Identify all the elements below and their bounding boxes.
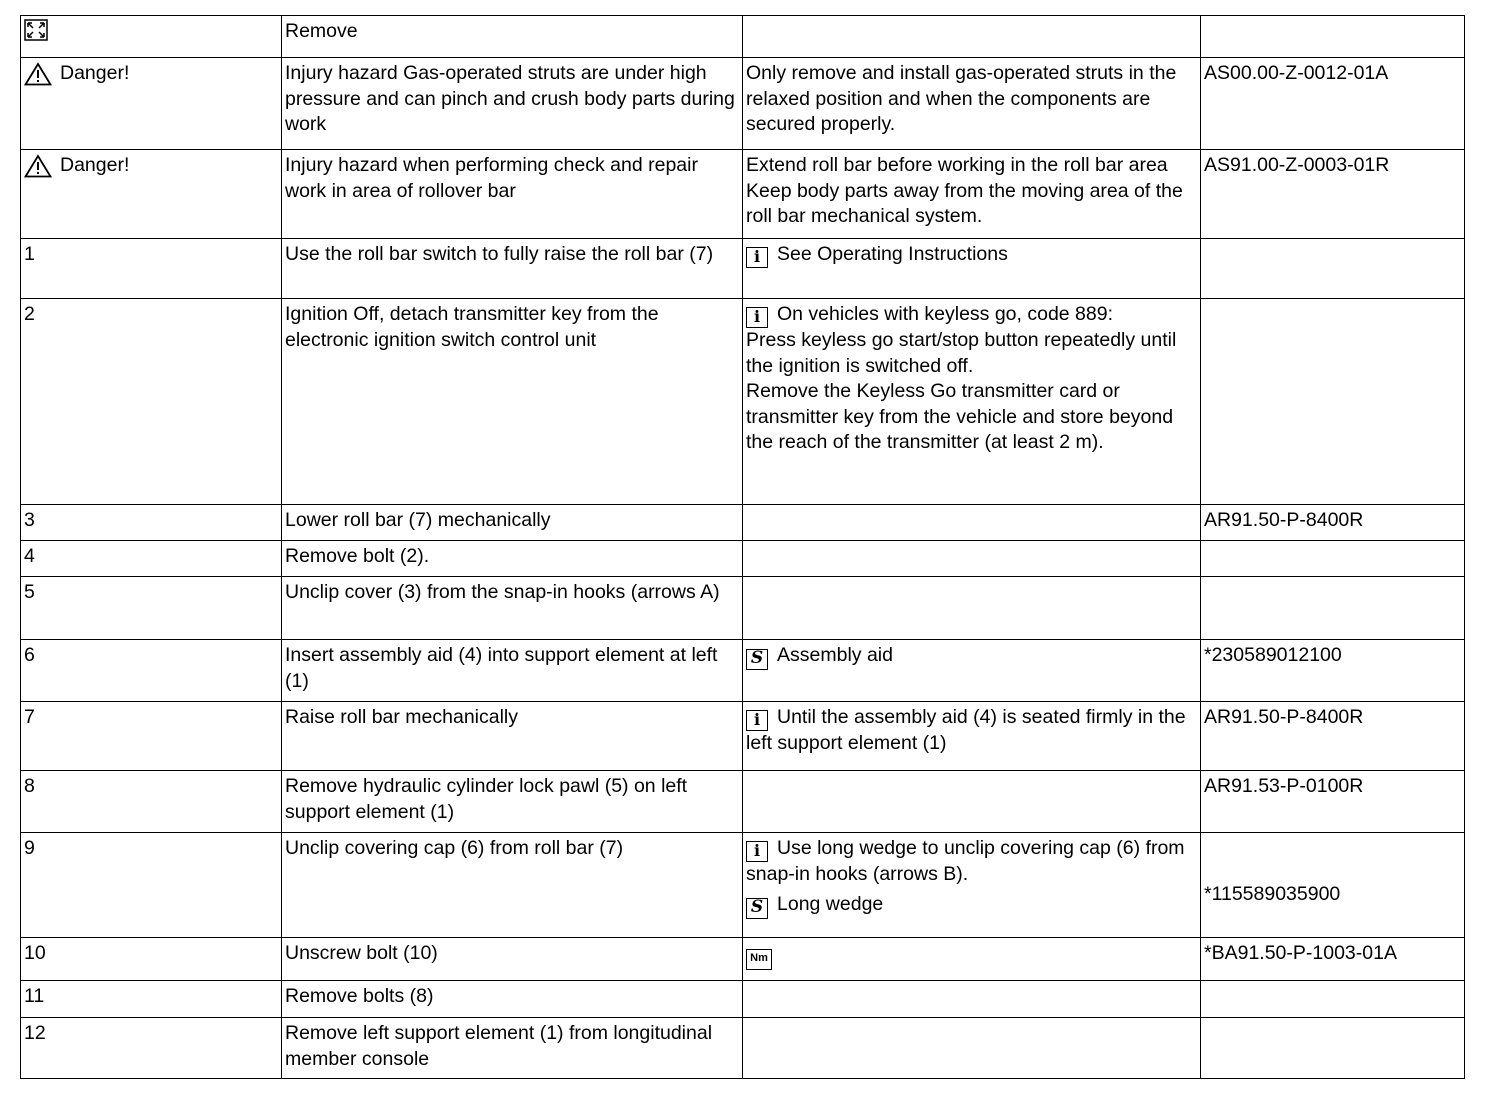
warning-row xyxy=(21,58,1465,150)
step-note: Long wedge xyxy=(777,892,884,915)
header-icon-cell xyxy=(21,16,282,58)
header-title: Remove xyxy=(282,16,743,58)
step-reference: *BA91.50-P-1003-01A xyxy=(1201,938,1465,981)
step-notes xyxy=(743,299,1201,505)
step-number: 11 xyxy=(21,981,282,1018)
warning-action: Extend roll bar before working in the roll bar area Keep body parts away from the moving area of the roll bar mechanical system. xyxy=(743,150,1201,239)
warning-label: Danger! xyxy=(60,62,130,84)
step-reference xyxy=(1201,541,1465,577)
step-number: 10 xyxy=(21,938,282,981)
step-number: 8 xyxy=(21,771,282,833)
warning-label-cell xyxy=(21,150,282,239)
step-reference: AR91.50-P-8400R xyxy=(1201,702,1465,771)
step-text: Ignition Off, detach transmitter key from the electronic ignition switch control unit xyxy=(282,299,743,505)
step-notes xyxy=(743,833,1201,938)
step-notes xyxy=(743,1018,1201,1079)
step-text: Remove left support element (1) from longitudinal member console xyxy=(282,1018,743,1079)
warning-label: Danger! xyxy=(60,154,130,176)
step-row xyxy=(21,771,1465,833)
special-tool-icon: S xyxy=(746,649,768,670)
step-row xyxy=(21,299,1465,505)
step-text: Insert assembly aid (4) into support element at left (1) xyxy=(282,640,743,702)
step-text: Raise roll bar mechanically xyxy=(282,702,743,771)
step-notes xyxy=(743,981,1201,1018)
step-reference xyxy=(1201,299,1465,505)
step-notes xyxy=(743,577,1201,640)
step-number: 5 xyxy=(21,577,282,640)
info-icon: i xyxy=(746,710,768,731)
warning-reference: AS00.00-Z-0012-01A xyxy=(1201,58,1465,150)
warning-hazard: Injury hazard Gas-operated struts are under high pressure and can pinch and crush body parts during work xyxy=(282,58,743,150)
step-note-extra: Press keyless go start/stop button repeatedly until the ignition is switched off. xyxy=(746,329,1177,377)
step-notes xyxy=(743,541,1201,577)
step-row xyxy=(21,239,1465,299)
step-text: Remove hydraulic cylinder lock pawl (5) on left support element (1) xyxy=(282,771,743,833)
step-text: Remove bolts (8) xyxy=(282,981,743,1018)
step-text: Use the roll bar switch to fully raise the roll bar (7) xyxy=(282,239,743,299)
warning-hazard: Injury hazard when performing check and repair work in area of rollover bar xyxy=(282,150,743,239)
step-reference: *230589012100 xyxy=(1201,640,1465,702)
step-number: 2 xyxy=(21,299,282,505)
warning-triangle-icon xyxy=(24,62,52,86)
header-empty-cell xyxy=(1201,16,1465,58)
step-reference: *115589035900 xyxy=(1204,883,1341,905)
step-row xyxy=(21,1018,1465,1079)
step-note-extra: Remove the Keyless Go transmitter card or transmitter key from the vehicle and store beyond the reach of the transmitter (at least 2 m). xyxy=(746,380,1174,453)
step-reference: AR91.53-P-0100R xyxy=(1201,771,1465,833)
step-number: 6 xyxy=(21,640,282,702)
step-row xyxy=(21,981,1465,1018)
header-row xyxy=(21,16,1465,58)
step-reference xyxy=(1201,1018,1465,1079)
step-row xyxy=(21,938,1465,981)
expand-icon xyxy=(24,19,48,41)
step-text: Unclip cover (3) from the snap-in hooks (arrows A) xyxy=(282,577,743,640)
step-text: Unscrew bolt (10) xyxy=(282,938,743,981)
step-row xyxy=(21,640,1465,702)
step-reference-cell xyxy=(1201,833,1465,938)
step-number: 9 xyxy=(21,833,282,938)
step-number: 7 xyxy=(21,702,282,771)
step-text: Remove bolt (2). xyxy=(282,541,743,577)
step-notes xyxy=(743,505,1201,541)
info-icon: i xyxy=(746,247,768,268)
step-reference: AR91.50-P-8400R xyxy=(1201,505,1465,541)
step-number: 4 xyxy=(21,541,282,577)
step-notes xyxy=(743,239,1201,299)
warning-label-cell xyxy=(21,58,282,150)
step-reference xyxy=(1201,981,1465,1018)
step-reference xyxy=(1201,577,1465,640)
step-row xyxy=(21,702,1465,771)
step-number: 3 xyxy=(21,505,282,541)
step-text: Lower roll bar (7) mechanically xyxy=(282,505,743,541)
step-reference xyxy=(1201,239,1465,299)
warning-action: Only remove and install gas-operated struts in the relaxed position and when the components are secured properly. xyxy=(743,58,1201,150)
step-row xyxy=(21,577,1465,640)
warning-reference: AS91.00-Z-0003-01R xyxy=(1201,150,1465,239)
step-note: Assembly aid xyxy=(777,644,893,666)
header-empty-cell xyxy=(743,16,1201,58)
special-tool-icon: S xyxy=(746,898,768,919)
step-row xyxy=(21,541,1465,577)
step-row xyxy=(21,833,1465,938)
info-icon: i xyxy=(746,841,768,862)
torque-icon: Nm xyxy=(746,949,772,970)
step-notes xyxy=(743,640,1201,702)
step-note: Until the assembly aid (4) is seated firmly in the left support element (1) xyxy=(746,706,1186,754)
warning-row xyxy=(21,150,1465,239)
step-number: 12 xyxy=(21,1018,282,1079)
step-notes xyxy=(743,771,1201,833)
step-notes xyxy=(743,702,1201,771)
warning-triangle-icon xyxy=(24,154,52,178)
step-note: Use long wedge to unclip covering cap (6) from snap-in hooks (arrows B). xyxy=(746,837,1185,885)
info-icon: i xyxy=(746,307,768,328)
step-number: 1 xyxy=(21,239,282,299)
step-text: Unclip covering cap (6) from roll bar (7) xyxy=(282,833,743,938)
step-row xyxy=(21,505,1465,541)
step-notes xyxy=(743,938,1201,981)
procedure-table xyxy=(20,15,1465,1079)
step-note: See Operating Instructions xyxy=(777,243,1008,265)
step-note: On vehicles with keyless go, code 889: xyxy=(777,303,1114,325)
